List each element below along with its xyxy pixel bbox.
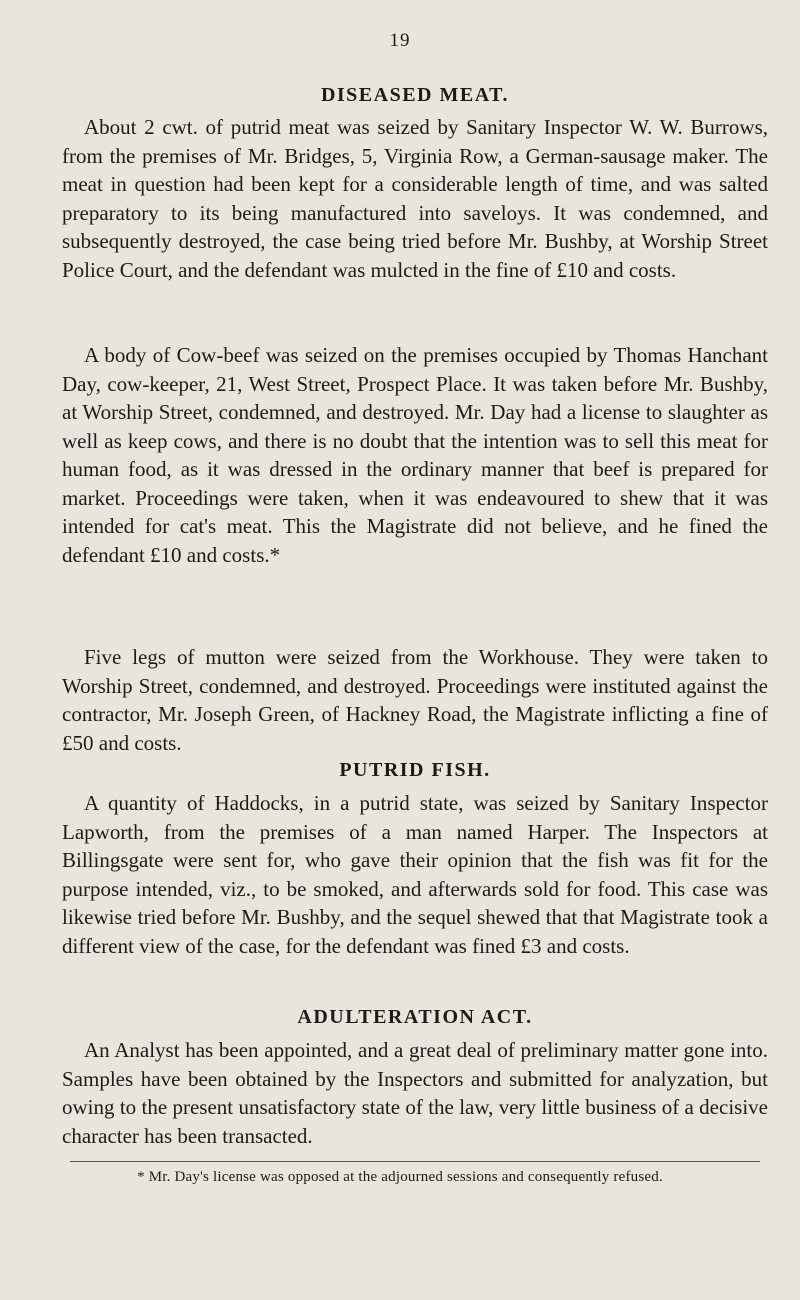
section-diseased-meat [62,84,768,107]
paragraph [62,643,768,757]
footnote: * Mr. Day's license was opposed at the adjourned sessions and consequently refused. [137,1169,663,1185]
paragraph [62,341,768,569]
page-number: 19 [389,30,411,51]
section-putrid-fish [62,759,768,782]
paragraph-text: About 2 cwt. of putrid meat was seized by Sanitary Inspector W. W. Burrows, from the premises of Mr. Bridges, 5, Virginia Row, a German-sausage maker. The meat in question had been kept for a considerable length of time, and was salted preparatory to its being manufactured into saveloys. It was condemned, and subsequently destroyed, the case being tried before Mr. Bushby, at Worship Street Police Court, and the defendant was mulcted in the fine of £10 and costs. [62,115,768,282]
section-heading: DISEASED MEAT. [320,84,510,106]
paragraph [62,789,768,960]
section-adulteration-act [62,1006,768,1029]
paragraph [62,1036,768,1150]
paragraph [62,113,768,284]
paragraph-text: Five legs of mutton were seized from the Workhouse. They were taken to Worship Street, condemned, and destroyed. Proceedings were instituted against the contractor, Mr. Joseph Green, of Hackney Road, the Magistrate inflicting a fine of £50 and costs. [62,645,768,755]
paragraph-text: A body of Cow-beef was seized on the premises occupied by Thomas Hanchant Day, cow-keeper, 21, West Street, Prospect Place. It was taken before Mr. Bushby, at Worship Street, condemned, and destroyed. Mr. Day had a license to slaughter as well as keep cows, and there is no doubt that the intention was to sell this meat for human food, as it was dressed in the ordinary manner that beef is prepared for market. Proceedings were taken, when it was endeavoured to shew that it was intended for cat's meat. This the Magistrate did not believe, and he fined the defendant £10 and costs.* [62,343,768,567]
paragraph-text: A quantity of Haddocks, in a putrid state, was seized by Sanitary Inspector Lapworth, from the premises of a man named Harper. The Inspectors at Billingsgate were sent for, who gave their opinion that the fish was fit for the purpose intended, viz., to be smoked, and afterwards sold for food. This case was likewise tried before Mr. Bushby, and the sequel shewed that that Magistrate took a different view of the case, for the defendant was fined £3 and costs. [62,791,768,958]
section-heading: PUTRID FISH. [339,759,491,781]
footnote-divider [70,1161,760,1162]
section-heading: ADULTERATION ACT. [297,1006,533,1028]
paragraph-text: An Analyst has been appointed, and a great deal of preliminary matter gone into. Samples have been obtained by the Inspectors and submitted for analyzation, but owing to the present unsatisfactory state of the law, very little business of a decisive character has been transacted. [62,1038,768,1148]
